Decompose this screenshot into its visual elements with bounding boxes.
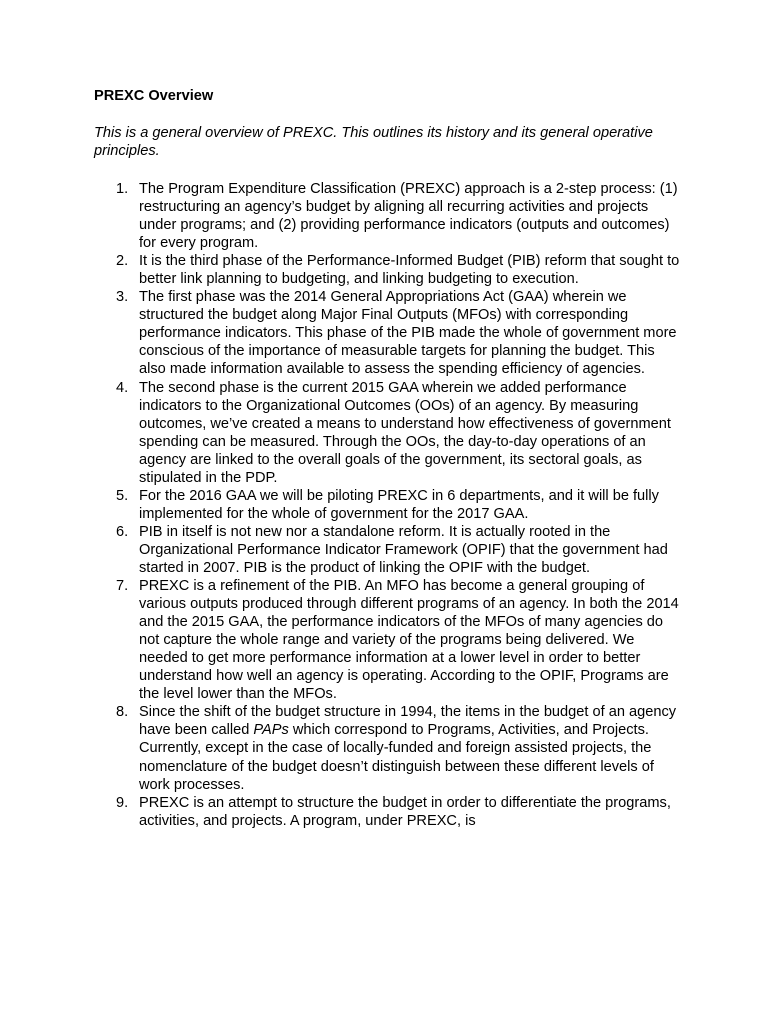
list-item-number: 9. <box>116 794 129 811</box>
numbered-list <box>0 180 768 830</box>
list-item-number: 2. <box>116 253 129 270</box>
list-item <box>0 252 684 288</box>
list-item-number: 1. <box>116 181 129 197</box>
list-item <box>0 379 684 487</box>
list-item <box>0 288 684 378</box>
list-item-text: The Program Expenditure Classification (PREXC) approach is a 2-step process: (1) restructuring an agency’s budget by aligning all recurring activities and projects under programs; and (2) providing performance indicators (outputs and outcomes) for every program. <box>139 181 678 252</box>
list-item-text: It is the third phase of the Performance-Informed Budget (PIB) reform that sought to better link planning to budgeting, and linking budgeting to execution. <box>139 253 680 288</box>
list-item-text-part: which correspond to Programs, Activities, and Projects. Currently, except in the case of locally-funded and foreign assisted projects, the nomenclature of the budget doesn’t distinguish between these different levels of work processes. <box>139 722 654 793</box>
list-item-number: 4. <box>116 379 129 396</box>
list-item-text <box>139 703 684 793</box>
list-item <box>0 794 684 830</box>
list-item-text: The second phase is the current 2015 GAA wherein we added performance indicators to the Organizational Outcomes (OOs) of an agency. By measuring outcomes, we’ve created a means to understand how effectiveness of government spending can be measured. Through the OOs, the day-to-day operations of an agency are linked to the overall goals of the government, its sectoral goals, as stipulated in the PDP. <box>139 379 671 486</box>
list-item-number: 3. <box>116 289 129 306</box>
intro-paragraph: This is a general overview of PREXC. This outlines its history and its general operative principles. <box>94 125 653 159</box>
list-item-text: PIB in itself is not new nor a standalone reform. It is actually rooted in the Organizational Performance Indicator Framework (OPIF) that the government had started in 2007. PIB is the product of linking the OPIF with the budget. <box>139 523 668 576</box>
list-item-text-part: Since the shift of the budget structure in 1994, the items in the budget of an agency have been called <box>139 704 677 739</box>
list-item <box>0 487 684 523</box>
list-item-number: 5. <box>116 487 129 504</box>
list-item <box>0 523 684 577</box>
list-item <box>0 577 684 703</box>
list-item-text: PREXC is an attempt to structure the budget in order to differentiate the programs, activities, and projects. A program, under PREXC, is <box>139 794 671 829</box>
list-item-text: For the 2016 GAA we will be piloting PREXC in 6 departments, and it will be fully implemented for the whole of government for the 2017 GAA. <box>139 487 659 522</box>
list-item <box>0 180 684 252</box>
page-title: PREXC Overview <box>94 88 214 104</box>
paps-term: PAPs <box>253 722 289 739</box>
list-item-number: 8. <box>116 704 129 721</box>
list-item-text: The first phase was the 2014 General Appropriations Act (GAA) wherein we structured the budget along Major Final Outputs (MFOs) with corresponding performance indicators. This phase of the PIB made the whole of government more conscious of the importance of measurable targets for planning the budget. This also made information available to assess the spending efficiency of agencies. <box>139 289 677 378</box>
list-item-text: PREXC is a refinement of the PIB. An MFO has become a general grouping of various outputs produced through different programs of an agency. In both the 2014 and the 2015 GAA, the performance indicators of the MFOs of many agencies do not capture the whole range and variety of the programs being delivered. We needed to get more performance information at a lower level in order to better understand how well an agency is operating. According to the OPIF, Programs are the level lower than the MFOs. <box>139 578 679 703</box>
list-item-number: 6. <box>116 523 129 540</box>
list-item <box>0 703 684 793</box>
list-item-number: 7. <box>116 578 129 595</box>
